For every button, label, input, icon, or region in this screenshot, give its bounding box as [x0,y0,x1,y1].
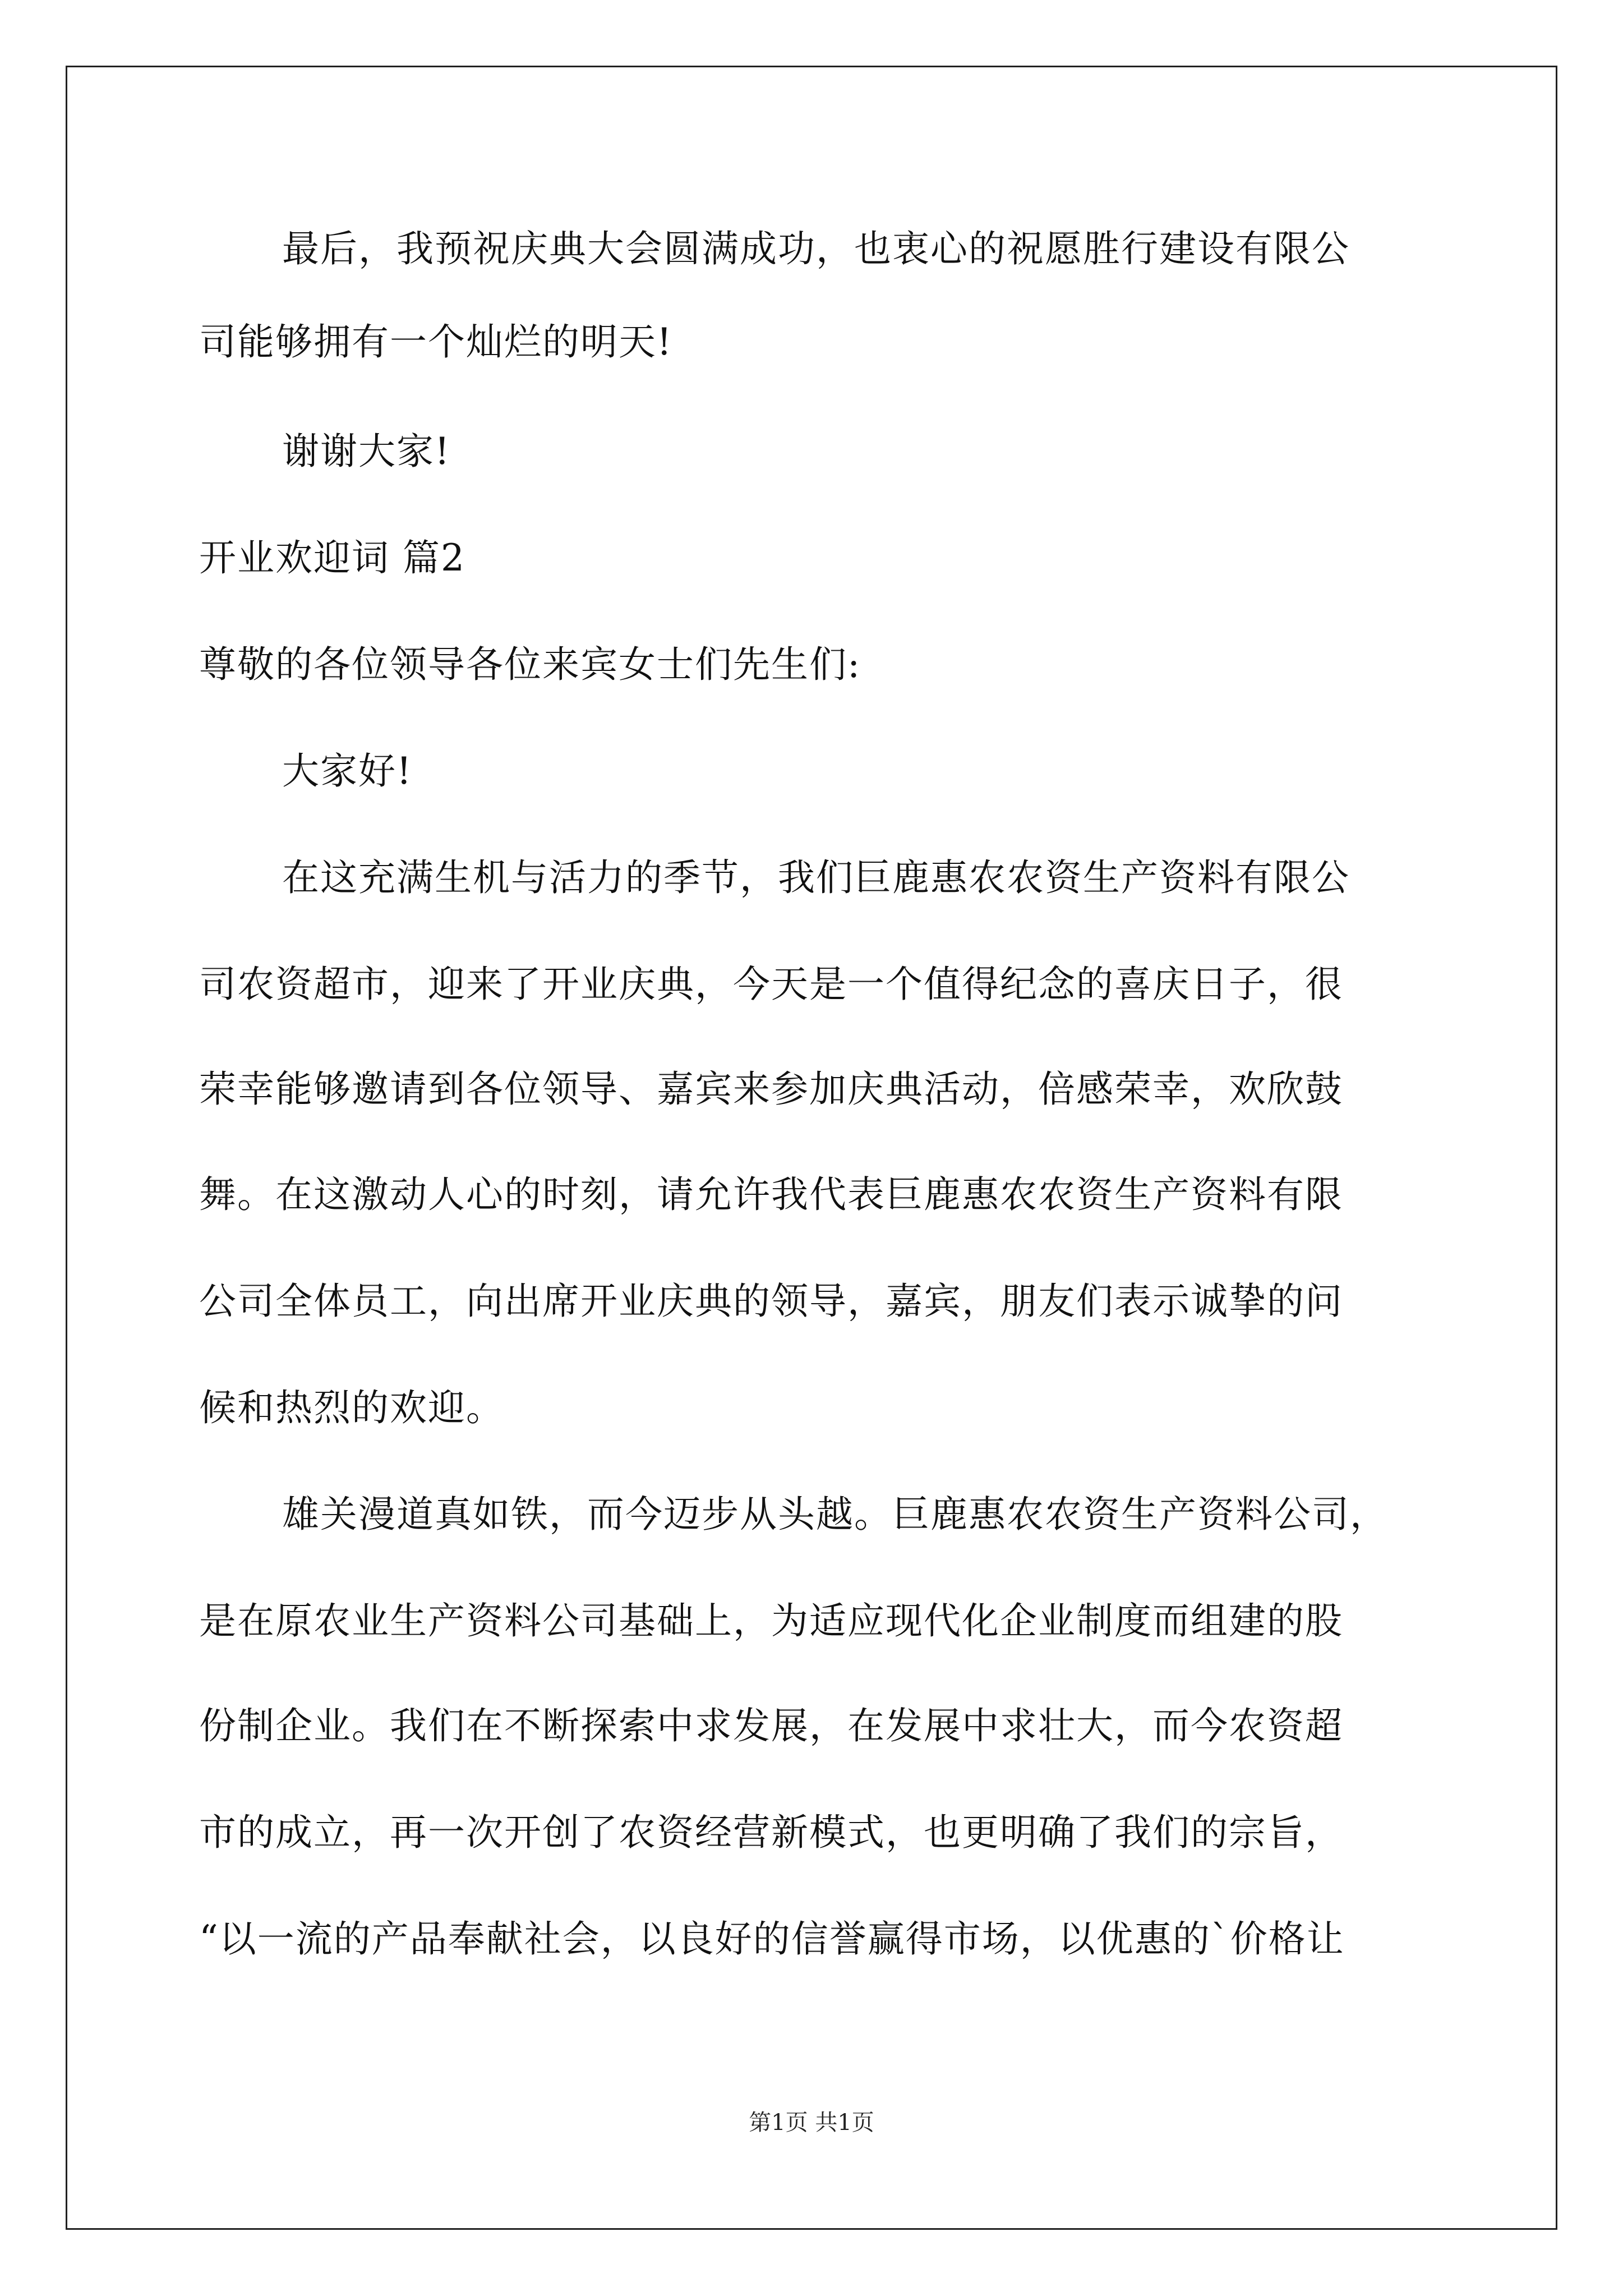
greeting: 大家好! [282,749,413,793]
section-heading: 开业欢迎词 篇2 [199,536,465,579]
paragraph-line: 荣幸能够邀请到各位领导、嘉宾来参加庆典活动，倍感荣幸，欢欣鼓 [199,1068,1343,1111]
page-border [66,66,1557,2230]
paragraph-line: 市的成立，再一次开创了农资经营新模式，也更明确了我们的宗旨， [199,1811,1343,1854]
paragraph-line: 是在原农业生产资料公司基础上，为适应现代化企业制度而组建的股 [199,1599,1343,1642]
salutation: 尊敬的各位领导各位来宾女士们先生们: [199,643,861,686]
paragraph-line: 最后，我预祝庆典大会圆满成功，也衷心的祝愿胜行建设有限公 [282,227,1350,270]
paragraph-line: 在这充满生机与活力的季节，我们巨鹿惠农农资生产资料有限公 [282,856,1350,899]
paragraph-line: 雄关漫道真如铁，而今迈步从头越。巨鹿惠农农资生产资料公司， [282,1493,1388,1536]
paragraph-line: “以一流的产品奉献社会，以良好的信誉赢得市场，以优惠的`价格让 [199,1917,1345,1961]
paragraph-line: 谢谢大家! [282,430,451,473]
paragraph-line: 司农资超市，迎来了开业庆典，今天是一个值得纪念的喜庆日子，很 [199,963,1343,1006]
paragraph-line: 舞。在这激动人心的时刻，请允许我代表巨鹿惠农农资生产资料有限 [199,1173,1343,1216]
page-number-footer: 第1页 共1页 [749,2110,874,2136]
paragraph-line: 份制企业。我们在不断探索中求发展，在发展中求壮大，而今农资超 [199,1704,1343,1747]
paragraph-line: 候和热烈的欢迎。 [199,1386,504,1429]
paragraph-line: 公司全体员工，向出席开业庆典的领导，嘉宾，朋友们表示诚挚的问 [199,1280,1343,1323]
paragraph-line: 司能够拥有一个灿烂的明天! [199,320,673,364]
